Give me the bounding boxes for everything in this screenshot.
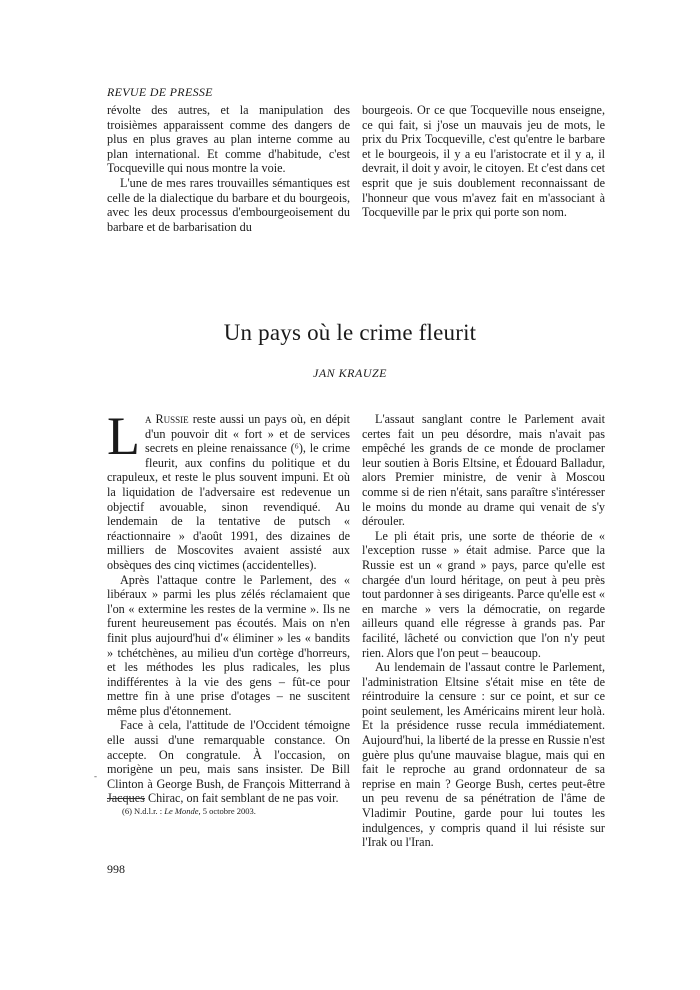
lead-paragraph-text: reste aussi un pays où, en dépit d'un pouvoir dit « fort » et de services secrets en pleine renaissance (⁶), le crime fleurit, aux confins du politique et du crapuleux, et reste le plus souvent impuni. Et où la liquidation de l'adversaire est redevenue un objectif avouable, sinon revendiqué. Au lendemain de la tentative de putsch « réactionnaire » d'août 1991, des dizaines de milliers de Moscovites avaient assisté aux obsèques des cinq victimes (accidentelles).: [107, 412, 351, 572]
margin-mark: -: [94, 771, 97, 781]
top-left-paragraph-2: L'une de mes rares trouvailles sémantiques est celle de la dialectique du barbare et du bourgeois, avec les deux processus d'embourgeoisement du barbare et de barbarisation du: [107, 175, 350, 234]
page-number: 998: [107, 862, 125, 876]
drop-cap: L: [107, 406, 140, 466]
article-left-paragraph-2: Après l'attaque contre le Parlement, des « libéraux » parmi les plus zélés réclamaient que l'on « extermine les restes de la vermine ». Ils ne furent heureusement pas écoutés. Mais on n'en finit plus aujourd'hui d'« éliminer » les « bandits » tchétchènes, au milieu d'un cortège d'horreurs, et les méthodes les plus radicales, les plus indifférentes à la vie des gens – fût-ce pour mettre fin à une prise d'otages – ne suscitent même plus d'étonnement.: [107, 572, 350, 718]
article-right-paragraph-2: Le pli était pris, une sorte de théorie de « l'exception russe » était admise. Parce que la Russie est un « grand » pays, parce qu'elle est chargée d'un lourd héritage, on peut à peu près tout pardonner à ses dirigeants. Parce qu'elle est « en marche » vers la démocratie, on regarde ailleurs quand elle régresse à grands pas. Par facilité, lâcheté ou conviction que l'on n'y peut rien. Alors que l'on peut – beaucoup.: [362, 528, 605, 660]
top-right-column: [362, 103, 605, 220]
footnote-prefix: (6) N.d.l.r. :: [122, 806, 165, 816]
footnote-source: Le Monde: [164, 806, 199, 816]
footnote-rule: [107, 798, 145, 799]
lead-words: a Russie: [145, 412, 189, 426]
article-left-column: [107, 406, 351, 806]
article-left-paragraph-3: Face à cela, l'attitude de l'Occident témoigne elle aussi d'une remarquable constance. On accepte. On congratule. À l'occasion, on morigène un peu, mais sans insister. De Bill Clinton à George Bush, de François Mitterrand à Jacques Chirac, on fait semblant de ne pas voir.: [107, 718, 350, 806]
footnote: [122, 806, 256, 817]
article-right-column: [362, 412, 605, 850]
article-right-paragraph-3: Au lendemain de l'assaut contre le Parlement, l'administration Eltsine s'était mise en tête de réintroduire la censure : sur ce point, et sur ce point seulement, les Américains mirent leur holà. Et la présidence russe recula immédiatement. Aujourd'hui, la liberté de la presse en Russie n'est guère plus qu'une mauvaise blague, mais qui en fait le reproche au grand ordonnateur de sa reprise en main ? George Bush, certes peut-être un peu revenu de sa pénétration de l'âme de Vladimir Poutine, garde pour lui toutes les indulgences, y compris quand il lui résiste sur l'Irak ou l'Iran.: [362, 660, 605, 850]
article-author: JAN KRAUZE: [313, 366, 387, 380]
article-lead-paragraph: [107, 406, 351, 573]
top-right-paragraph-1: bourgeois. Or ce que Tocqueville nous enseigne, ce qui fait, si j'ose un mauvais jeu de mots, le prix du Prix Tocqueville, c'est qu'entre le barbare et le bourgeois, il y a eu l'aristocrate et il y a, il devrait, il doit y avoir, le citoyen. Et c'est dans cet esprit que je suis doublement reconnaissant de l'honneur que vous m'avez fait en m'associant à Tocqueville par le prix qui porte son nom.: [362, 103, 606, 220]
article-right-paragraph-1: L'assaut sanglant contre le Parlement avait certes fait un peu désordre, mais n'avait pas empêché les grands de ce monde de proclamer leur soutien à Boris Eltsine, et Édouard Balladur, alors Premier ministre, de venir à Moscou comme si de rien n'était, sans paraître s'intéresser le moins du monde au drame qui venait de s'y dérouler.: [362, 412, 605, 529]
running-head: REVUE DE PRESSE: [107, 85, 213, 99]
top-left-paragraph-1: révolte des autres, et la manipulation des troisièmes apparaissent comme des dangers de plus en plus graves au plan interne comme au plan international. Et comme d'habitude, c'est Tocqueville qui nous montre la voie.: [107, 103, 350, 176]
top-left-column: [107, 103, 350, 234]
footnote-suffix: , 5 octobre 2003.: [198, 806, 256, 816]
article-title: Un pays où le crime fleurit: [223, 320, 477, 345]
